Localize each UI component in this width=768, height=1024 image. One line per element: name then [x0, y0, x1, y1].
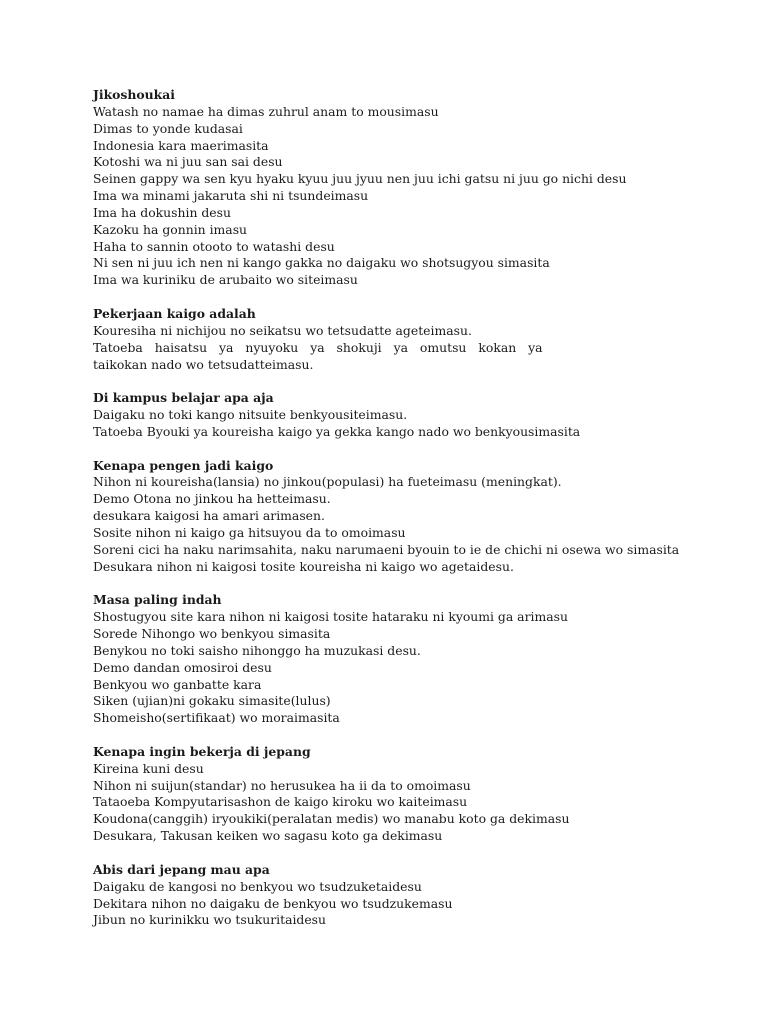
section-heading: Di kampus belajar apa aja [93, 390, 274, 406]
text-line: Nihon ni koureisha(lansia) no jinkou(populasi) ha fueteimasu (meningkat). [93, 474, 562, 490]
text-line: Sorede Nihongo wo benkyou simasita [93, 626, 331, 641]
text-line: Nihon ni suijun(standar) no herusukea ha ii da to omoimasu [93, 777, 471, 793]
text-line: Watash no namae ha dimas zuhrul anam to mousimasu [93, 103, 439, 119]
text-line: Demo dandan omosiroi desu [93, 659, 272, 675]
text-line: Shomeisho(sertifikaat) wo moraimasita [93, 710, 340, 726]
text-line: Shostugyou site kara nihon ni kaigosi tosite hataraku ni kyoumi ga arimasu [93, 609, 568, 625]
section-heading: Abis dari jepang mau apa [93, 861, 270, 877]
section-di-kampus [93, 390, 733, 441]
text-line: Dekitara nihon no daigaku de benkyou wo tsudzukemasu [93, 895, 453, 911]
document-page [93, 87, 733, 946]
section-heading: Jikoshoukai [93, 87, 175, 102]
section-heading: Kenapa pengen jadi kaigo [93, 457, 274, 473]
text-line: Kireina kuni desu [93, 760, 204, 776]
section-jikoshoukai [93, 87, 733, 289]
text-line: Kotoshi wa ni juu san sai desu [93, 154, 283, 170]
text-line: Ni sen ni juu ich nen ni kango gakka no daigaku wo shotsugyou simasita [93, 255, 550, 271]
text-line: Seinen gappy wa sen kyu hyaku kyuu juu jyuu nen juu ichi gatsu ni juu go nichi desu [93, 171, 627, 187]
section-masa-paling-indah [93, 592, 733, 727]
text-line: Daigaku de kangosi no benkyou wo tsudzuketaidesu [93, 878, 422, 894]
text-line: Siken (ujian)ni gokaku simasite(lulus) [93, 693, 331, 709]
section-pekerjaan-kaigo [93, 306, 733, 373]
text-line: Tataoeba Kompyutarisashon de kaigo kiroku wo kaiteimasu [93, 794, 468, 810]
text-line: desukara kaigosi ha amari arimasen. [93, 508, 325, 524]
text-line: Benkyou wo ganbatte kara [93, 676, 262, 692]
section-abis-dari-jepang [93, 862, 733, 929]
text-line: Sosite nihon ni kaigo ga hitsuyou da to omoimasu [93, 524, 406, 540]
text-line: taikokan nado wo tetsudatteimasu. [93, 356, 314, 372]
text-line: Desukara, Takusan keiken wo sagasu koto ga dekimasu [93, 828, 443, 844]
text-line: Demo Otona no jinkou ha hetteimasu. [93, 491, 331, 507]
text-line: Haha to sannin otooto to watashi desu [93, 238, 335, 254]
text-line: Desukara nihon ni kaigosi tosite koureisha ni kaigo wo agetaidesu. [93, 558, 514, 574]
text-line: Jibun no kurinikku wo tsukuritaidesu [93, 912, 327, 928]
section-heading: Pekerjaan kaigo adalah [93, 305, 256, 321]
text-line: Indonesia kara maerimasita [93, 137, 269, 153]
text-line: Daigaku no toki kango nitsuite benkyousiteimasu. [93, 407, 408, 423]
text-line: Koudona(canggih) iryoukiki(peralatan medis) wo manabu koto ga dekimasu [93, 811, 570, 827]
text-line: Tatoeba Byouki ya koureisha kaigo ya gekka kango nado wo benkyousimasita [93, 423, 581, 439]
text-line: Dimas to yonde kudasai [93, 120, 243, 136]
section-heading: Masa paling indah [93, 592, 222, 608]
section-heading: Kenapa ingin bekerja di jepang [93, 743, 311, 759]
text-line: Benykou no toki saisho nihonggo ha muzukasi desu. [93, 642, 421, 658]
section-kenapa-jepang [93, 744, 733, 845]
text-line: Soreni cici ha naku narimsahita, naku narumaeni byouin to ie de chichi ni osewa wo simasita [93, 541, 680, 557]
section-kenapa-kaigo [93, 458, 733, 576]
text-line: Ima wa kuriniku de arubaito wo siteimasu [93, 272, 358, 288]
text-line: Kazoku ha gonnin imasu [93, 221, 248, 237]
text-line: Tatoeba haisatsu ya nyuyoku ya shokuji ya omutsu kokan ya [93, 339, 543, 355]
text-line: Ima wa minami jakaruta shi ni tsundeimasu [93, 188, 369, 204]
text-line: Kouresiha ni nichijou no seikatsu wo tetsudatte ageteimasu. [93, 322, 472, 338]
text-line: Ima ha dokushin desu [93, 204, 231, 220]
